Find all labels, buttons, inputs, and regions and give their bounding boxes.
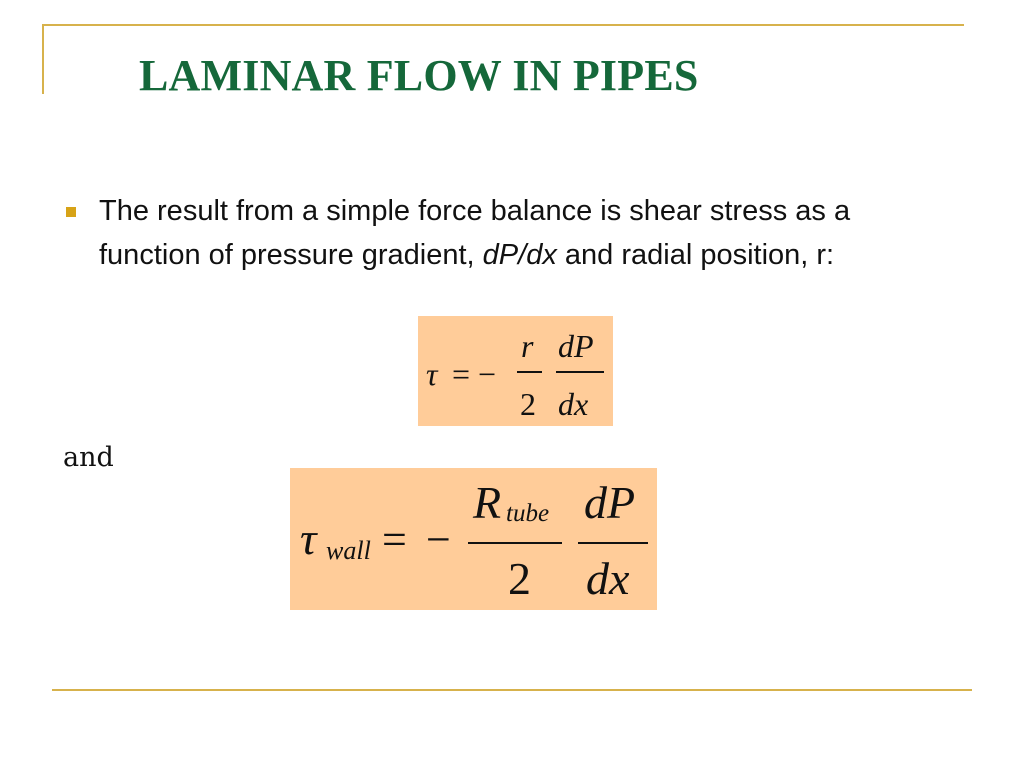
tau-wall-symbol: τ [300, 513, 317, 564]
dp-numerator: dP [584, 477, 636, 528]
dx-denominator: dx [586, 553, 630, 604]
dx-denominator: dx [558, 386, 589, 422]
dp-numerator: dP [558, 328, 594, 364]
tau-symbol: τ [426, 356, 438, 392]
gradient-fraction-bar [556, 371, 604, 373]
equals-minus-sign: = − [452, 356, 497, 392]
wall-gradient-fraction-bar [578, 542, 648, 544]
and-connector: and [63, 442, 114, 473]
radius-numerator: r [521, 328, 534, 364]
bullet-text-before: The result from a simple force balance is shear stress as a function of pressure gradient, [99, 195, 851, 271]
bottom-border-rule [52, 689, 972, 691]
radius-fraction-bar [517, 371, 542, 373]
slide-title: LAMINAR FLOW IN PIPES [139, 51, 699, 100]
bullet-square-icon [66, 207, 76, 217]
tube-radius-fraction-bar [468, 542, 562, 544]
equals-sign: = [382, 515, 407, 564]
wall-shear-stress-equation [290, 468, 657, 610]
left-border-rule [42, 24, 44, 94]
shear-stress-equation [418, 316, 613, 426]
wall-subscript: wall [326, 536, 371, 565]
tube-radius-numerator: R [473, 477, 502, 528]
two-denominator: 2 [508, 553, 531, 604]
top-border-rule [42, 24, 964, 26]
bullet-text-after: and radial position, r: [556, 239, 835, 271]
tube-subscript: tube [506, 500, 550, 527]
two-denominator: 2 [520, 386, 536, 422]
pressure-gradient-term: dP/dx [482, 239, 557, 271]
bullet-paragraph [99, 189, 959, 277]
minus-sign: − [426, 515, 451, 564]
